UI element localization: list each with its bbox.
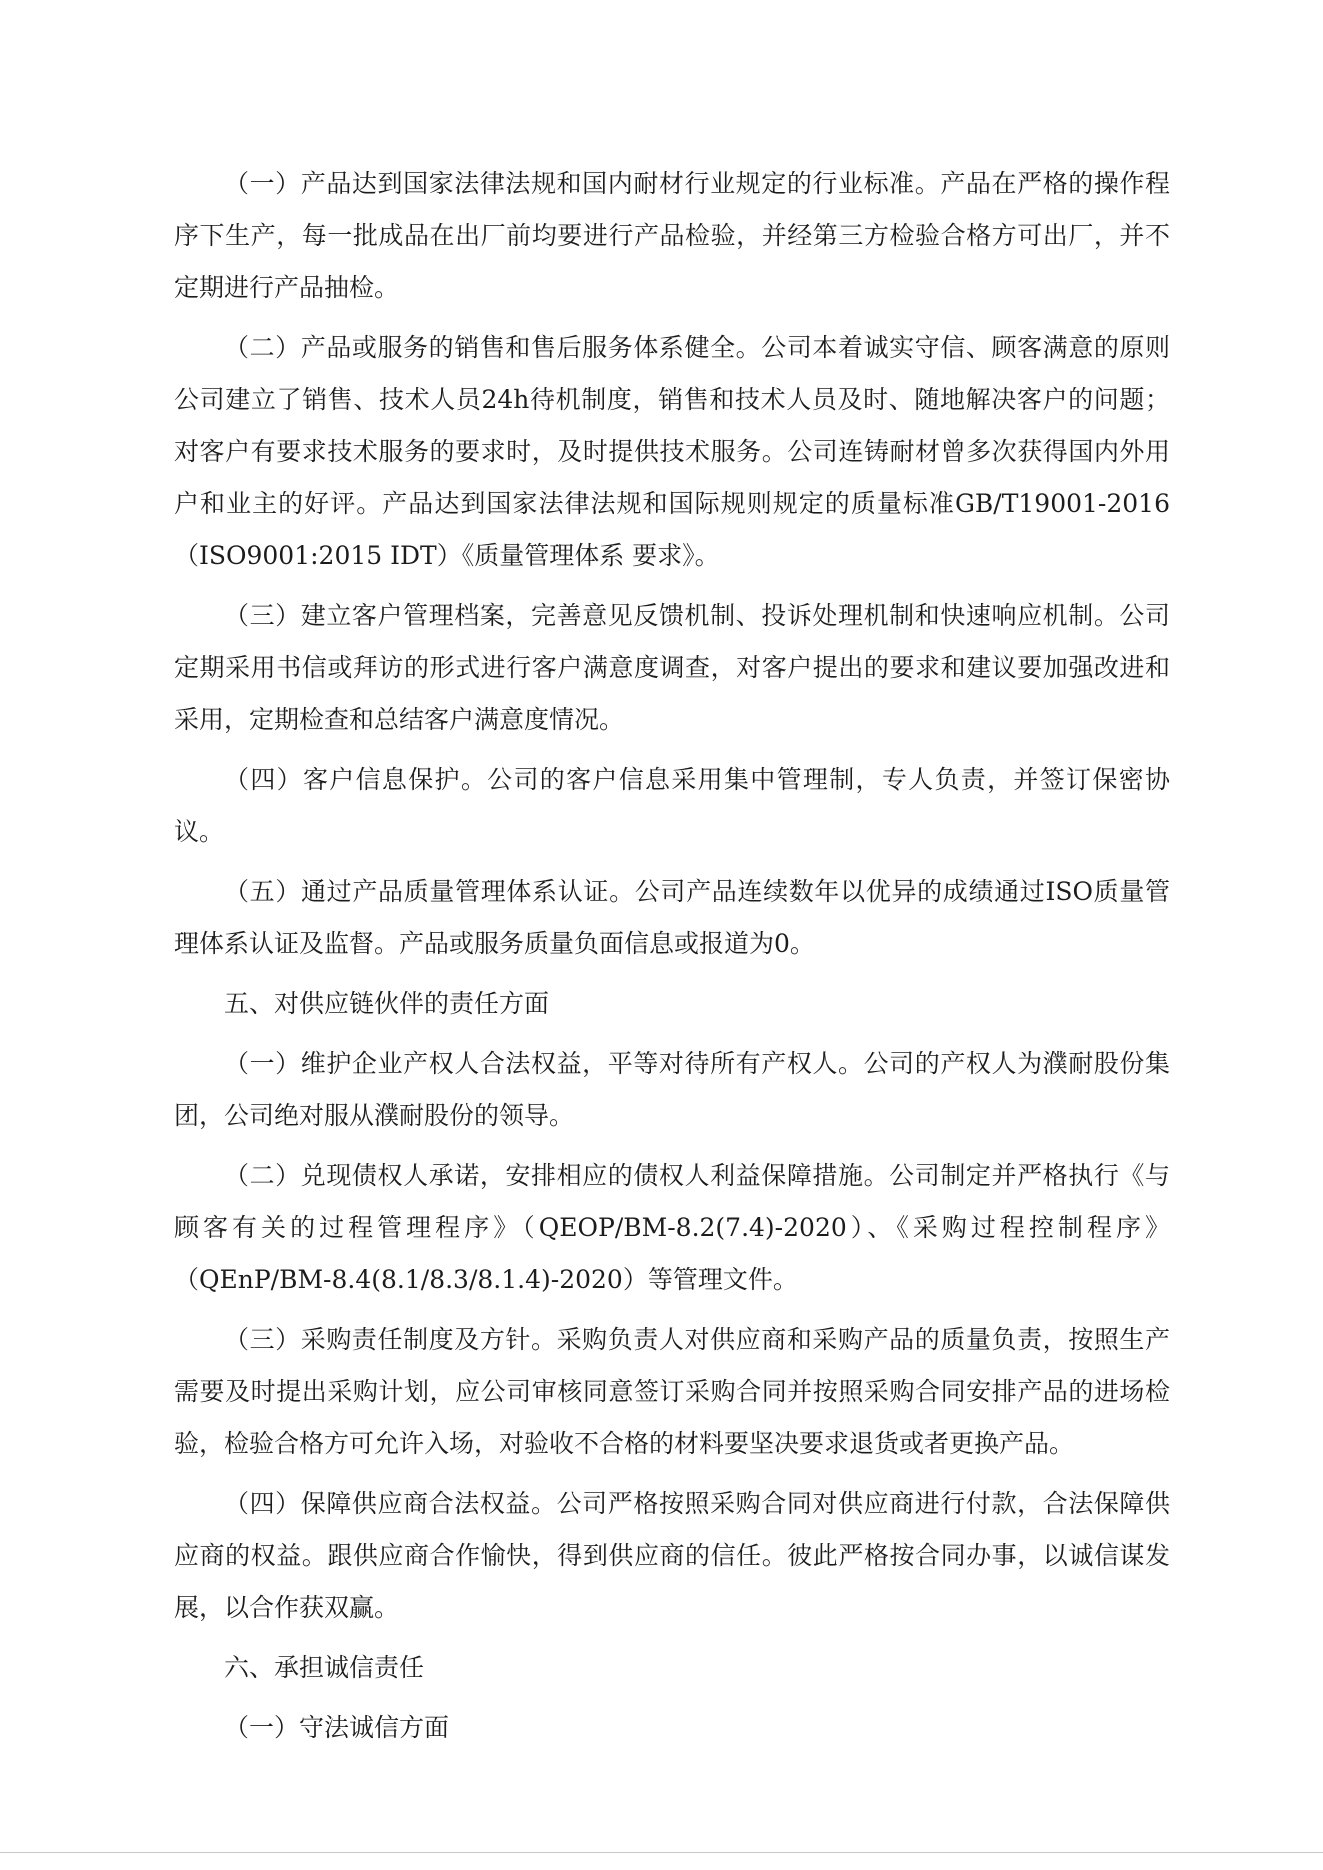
paragraph-supplier-rights: （四）保障供应商合法权益。公司严格按照采购合同对供应商进行付款，合法保障供应商的权益。跟供应商合作愉快，得到供应商的信任。彼此严格按合同办事，以诚信谋发展，以合作获双赢。 [174, 1489, 1170, 1622]
subsection-heading-law-integrity: （一）守法诚信方面 [224, 1713, 450, 1742]
paragraph-customer-privacy: （四）客户信息保护。公司的客户信息采用集中管理制，专人负责，并签订保密协议。 [174, 765, 1170, 846]
paragraph-property-rights: （一）维护企业产权人合法权益，平等对待所有产权人。公司的产权人为濮耐股份集团，公司绝对服从濮耐股份的领导。 [174, 1049, 1170, 1130]
section-heading-supply-chain: 五、对供应链伙伴的责任方面 [224, 989, 550, 1018]
paragraph-product-standards: （一）产品达到国家法律法规和国内耐材行业规定的行业标准。产品在严格的操作程序下生产，每一批成品在出厂前均要进行产品检验，并经第三方检验合格方可出厂，并不定期进行产品抽检。 [174, 169, 1170, 302]
paragraph-customer-archive: （三）建立客户管理档案，完善意见反馈机制、投诉处理机制和快速响应机制。公司定期采用书信或拜访的形式进行客户满意度调查，对客户提出的要求和建议要加强改进和采用，定期检查和总结客户满意度情况。 [174, 601, 1170, 734]
paragraph-sales-service: （二）产品或服务的销售和售后服务体系健全。公司本着诚实守信、顾客满意的原则公司建立了销售、技术人员24h待机制度，销售和技术人员及时、随地解决客户的问题；对客户有要求技术服务的要求时，及时提供技术服务。公司连铸耐材曾多次获得国内外用户和业主的好评。产品达到国家法律法规和国际规则规定的质量标准GB/T19001-2016（ISO9001:2015 IDT）《质量管理体系 要求》。 [174, 333, 1170, 570]
paragraph-quality-certification: （五）通过产品质量管理体系认证。公司产品连续数年以优异的成绩通过ISO质量管理体系认证及监督。产品或服务质量负面信息或报道为0。 [174, 877, 1170, 958]
paragraph-creditor-commitment: （二）兑现债权人承诺，安排相应的债权人利益保障措施。公司制定并严格执行《与顾客有关的过程管理程序》（QEOP/BM-8.2(7.4)-2020）、《采购过程控制程序》（QEnP/BM-8.4(8.1/8.3/8.1.4)-2020）等管理文件。 [174, 1161, 1170, 1294]
paragraph-procurement-policy: （三）采购责任制度及方针。采购负责人对供应商和采购产品的质量负责，按照生产需要及时提出采购计划，应公司审核同意签订采购合同并按照采购合同安排产品的进场检验，检验合格方可允许入场，对验收不合格的材料要坚决要求退货或者更换产品。 [174, 1325, 1170, 1458]
document-body [174, 158, 1170, 1762]
page-bottom-edge [0, 1852, 1323, 1853]
section-heading-integrity: 六、承担诚信责任 [224, 1653, 425, 1682]
